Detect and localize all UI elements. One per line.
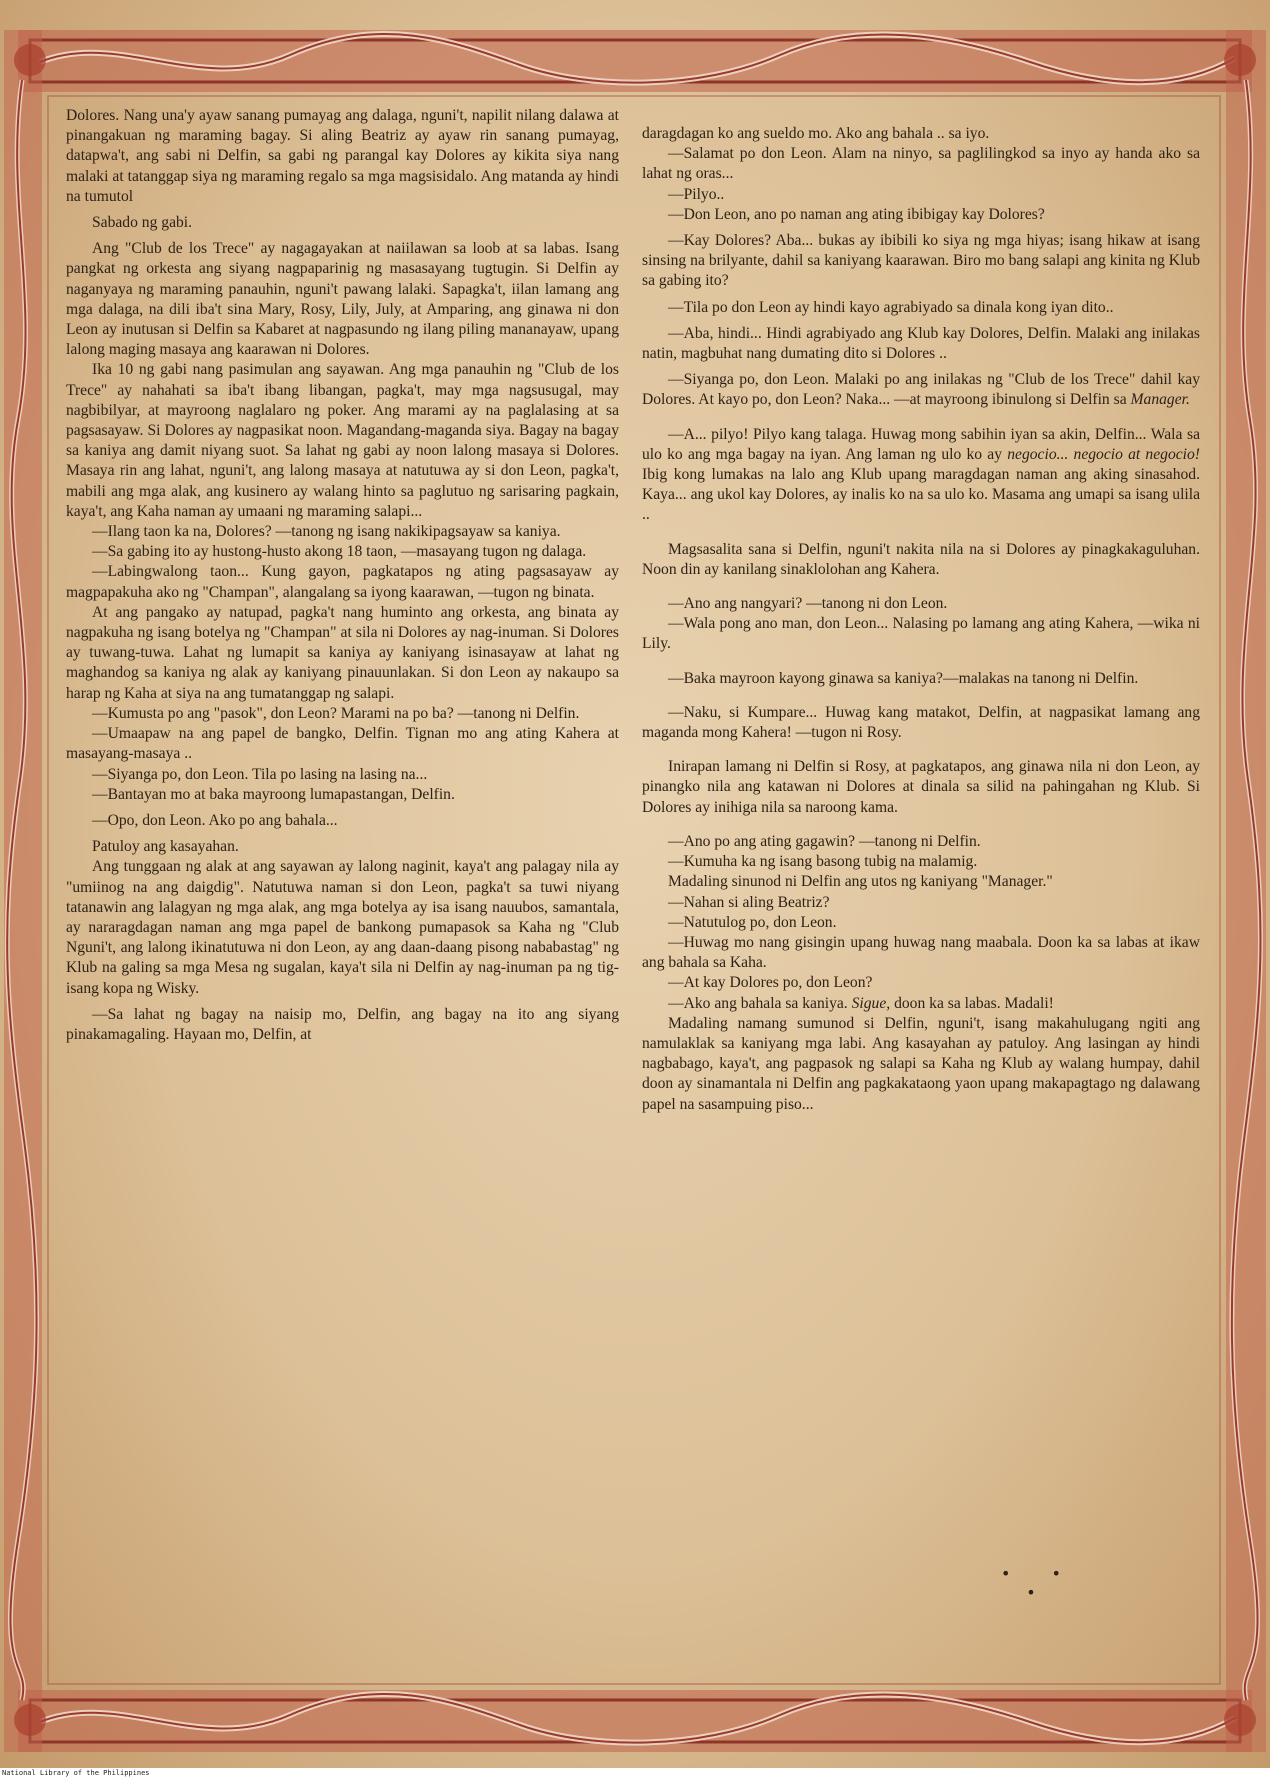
paragraph: —Ano ang nangyari? —tanong ni don Leon. bbox=[668, 595, 948, 613]
text-column-left bbox=[66, 106, 619, 1045]
paragraph bbox=[642, 370, 1200, 410]
paragraph: —Opo, don Leon. Ako po ang bahala... bbox=[92, 811, 338, 829]
paragraph: —Labingwalong taon... Kung gayon, pagkatapos ng ating pagsasayaw ay magpapakuha ako ng "Champan", alangalang sa iyong kaarawan, —tugon ng binata. bbox=[66, 563, 619, 601]
paragraph: Ang "Club de los Trece" ay nagagayakan at naiilawan sa loob at sa labas. Isang pangkat ng orkesta ang siyang nagpaparinig ng masasayang tugtugin. Si Delfin ay naganyaya ng maraming panauhin, nguni't pawang lalaki. Sapagka't, iilan lamang ang mga dalaga, na dili iba't sina Mary, Rosy, Lily, July, at Amparing, ang ginawa ni don Leon ay inutusan si Delfin sa Kabaret at nagpasundo ng ilang piling mananayaw, upang lalong maging masaya ang kaarawan ni Dolores. bbox=[66, 240, 619, 359]
paragraph: —Nahan si aling Beatriz? bbox=[668, 893, 830, 911]
paragraph: —Sa gabing ito ay hustong-husto akong 18 taon, —masayang tugon ng dalaga. bbox=[92, 543, 587, 561]
library-credit: National Library of the Philippines bbox=[0, 1768, 1270, 1778]
paragraph: —At kay Dolores po, don Leon? bbox=[668, 974, 873, 992]
paragraph: —Umaapaw na ang papel de bangko, Delfin. Tignan mo ang ating Kahera at masayang-masaya .. bbox=[66, 725, 619, 763]
paragraph: —Bantayan mo at baka mayroong lumapastangan, Delfin. bbox=[92, 785, 455, 803]
paragraph: —Aba, hindi... Hindi agrabiyado ang Klub kay Dolores, Delfin. Malaki ang inilakas natin, magbuhat nang dumating dito si Dolores .. bbox=[642, 324, 1200, 363]
paragraph: —Kumusta po ang "pasok", don Leon? Marami na po ba? —tanong ni Delfin. bbox=[92, 704, 580, 722]
paragraph-text: doon ka sa labas. Madali! bbox=[894, 994, 1054, 1012]
paragraph: —Salamat po don Leon. Alam na ninyo, sa paglilingkod sa inyo ay handa ako sa lahat ng oras... bbox=[642, 145, 1200, 183]
paragraph-text: —A... pilyo! Pilyo kang talaga. Huwag mong sabihin iyan sa akin, Delfin... Wala sa ulo ko ang mga bagay na iyan. Ang laman ng ulo ko ay bbox=[642, 425, 1200, 463]
paragraph: —Kumuha ka ng isang basong tubig na malamig. bbox=[668, 853, 978, 871]
paragraph: —Naku, si Kumpare... Huwag kang matakot, Delfin, at nagpasikat lamang ang maganda mong Kahera! —tugon ni Rosy. bbox=[642, 703, 1200, 742]
paragraph-text: —Siyanga po, don Leon. Malaki po ang inilakas ng "Club de los Trece" dahil kay Dolores. At kayo po, don Leon? Naka... —at mayroong ibinulong si Delfin sa bbox=[642, 371, 1200, 409]
paragraph: daragdagan ko ang sueldo mo. Ako ang bahala .. sa iyo. bbox=[642, 125, 990, 142]
italic-word: Sigue, bbox=[851, 994, 891, 1012]
paragraph: At ang pangako ay natupad, pagka't nang huminto ang orkesta, ang binata ay nagpakuha ng isang botelya ng "Champan" at sila ni Dolores ay nag-inuman. Si Dolores ay tuwang-tuwa. Lahat ng lumapit sa kaniya ay kaniyang isinasayaw at lahat ng maghandog sa kaniya ng alak ay kaniyang pinauunlakan. Si don Leon ay nakaupo sa harap ng Kaha at siya na ang tumatanggap ng salapi. bbox=[66, 603, 619, 702]
paragraph-text: —Ako ang bahala sa kaniya. bbox=[668, 994, 848, 1012]
paragraph bbox=[642, 425, 1200, 526]
paragraph: —Kay Dolores? Aba... bukas ay ibibili ko siya ng mga hiyas; isang hikaw at isang sinsing na brilyante, dahil sa kaniyang kaarawan. Biro mo bang salapi ang kinita ng Klub sa gabing ito? bbox=[642, 232, 1200, 290]
paragraph-text: Ibig kong lumakas na lalo ang Klub upang maragdagan naman ang aking sinasahod. Kaya... ang ukol kay Dolores, ay inalis ko na sa ulo ko. Masama ang umapi sa isang ulila .. bbox=[642, 466, 1200, 524]
italic-word: Manager. bbox=[1130, 391, 1190, 409]
paragraph: —Natutulog po, don Leon. bbox=[668, 913, 837, 931]
paragraph: —Don Leon, ano po naman ang ating ibibigay kay Dolores? bbox=[668, 205, 1045, 223]
paragraph: —Wala pong ano man, don Leon... Nalasing po lamang ang ating Kahera, —wika ni Lily. bbox=[642, 615, 1200, 653]
paragraph: —Ilang taon ka na, Dolores? —tanong ng isang nakikipagsayaw sa kaniya. bbox=[92, 523, 561, 541]
paragraph: —Pilyo.. bbox=[668, 185, 725, 203]
paragraph: Ika 10 ng gabi nang pasimulan ang sayawan. Ang mga panauhin ng "Club de los Trece" ay nahahati sa iba't ibang libangan, pagka't, may mga nagsusugal, may nagbibilyar, at mayroong naglalaro ng poker. Ang marami ay na paglalasing at sa pagsasayaw. Si Dolores ay nagpasikat noon. Magandang-maganda siya. Bagay na bagay sa kaniya ang damit niyang suot. Sa lahat ng gabi ay noon lalong masaya si Dolores. Masaya rin ang lahat, nguni't, ang lalong masaya at natutuwa ay si don Leon, pagka't, mabili ang mga alak, ang kusinero ay walang hinto sa paglutuo ng sarisaring pagkain, kaya't, ang Kaha naman ay umaani ng maraming salapi... bbox=[66, 361, 619, 520]
paragraph: —Huwag mo nang gisingin upang huwag nang maabala. Doon ka sa labas at ikaw ang bahala sa Kaha. bbox=[642, 933, 1200, 972]
text-column-right bbox=[642, 124, 1200, 1115]
paragraph: Magsasalita sana si Delfin, nguni't nakita nila na si Dolores ay pinagkakaguluhan. Noon din ay kanilang sinaklolohan ang Kahera. bbox=[642, 540, 1200, 578]
paragraph: Ang tunggaan ng alak at ang sayawan ay lalong naginit, kaya't ang palagay nila ay "umiinog na ang daigdig". Natutuwa naman si don Leon, pagka't sa tuwi niyang tatanawin ang lalagyan ng mga alak, ang mga botelya ay isa isang nauubos, samantala, ay nararagdagan naman ang mga papel de bankong pumapasok sa Kaha ng "Club Nguni't, ang lalong ikinatutuwa ni don Leon, ay ang daan-daang pisong nababastag" ng Klub na galing sa mga Mesa ng sugalan, kaya't sila ni Delfin ay nag-inuman pa ng tig-isang kopa ng Wisky. bbox=[66, 858, 619, 997]
paragraph: —Siyanga po, don Leon. Tila po lasing na lasing na... bbox=[92, 765, 428, 783]
paragraph: —Tila po don Leon ay hindi kayo agrabiyado sa dinala kong iyan dito.. bbox=[668, 298, 1114, 316]
paragraph bbox=[642, 994, 1200, 1014]
paragraph: Inirapan lamang ni Delfin si Rosy, at pagkatapos, ang ginawa nila ni don Leon, ay pinangko nila ang katawan ni Dolores at dinala sa silid na pahingahan ng Klub. Si Dolores ay inihiga nila sa naroong kama. bbox=[642, 758, 1200, 816]
paragraph: Dolores. Nang una'y ayaw sanang pumayag ang dalaga, nguni't, napilit nilang dalawa at pinangakuan ng maraming bagay. Si aling Beatriz ay ayaw rin sanang pumayag, datapwa't, ang sabi ni Delfin, sa gabi ng parangal kay Dolores ay kikita siya nang malaki at tatanggap siya ng maraming regalo sa mga magsisidalo. Ang matanda ay hindi na tumutol bbox=[66, 107, 619, 205]
paragraph: Sabado ng gabi. bbox=[92, 214, 193, 232]
end-mark: • • • bbox=[1001, 1564, 1079, 1602]
paragraph: Madaling namang sumunod si Delfin, nguni't, isang makahulugang ngiti ang namulaklak sa kaniyang mga labi. Ang kasayahan ay patuloy. Ang lasingan ay hindi nagbabago, kaya't, ang pagpasok ng salapi sa Kaha ng Klub ay walang humpay, dahil doon ay sinamantala ni Delfin ang pagkakataong yaon upang makapagtago ng dalawang papel na sasampuing piso... bbox=[642, 1014, 1200, 1113]
italic-phrase: negocio... negocio at negocio! bbox=[1007, 445, 1200, 463]
paragraph: Madaling sinunod ni Delfin ang utos ng kaniyang "Manager." bbox=[668, 873, 1053, 891]
paragraph: —Ano po ang ating gagawin? —tanong ni Delfin. bbox=[668, 832, 981, 850]
paragraph: —Sa lahat ng bagay na naisip mo, Delfin, ang bagay na ito ang siyang pinakamagaling. Hayaan mo, Delfin, at bbox=[66, 1005, 619, 1043]
paragraph: Patuloy ang kasayahan. bbox=[92, 838, 239, 856]
paragraph: —Baka mayroon kayong ginawa sa kaniya?—malakas na tanong ni Delfin. bbox=[668, 669, 1139, 687]
